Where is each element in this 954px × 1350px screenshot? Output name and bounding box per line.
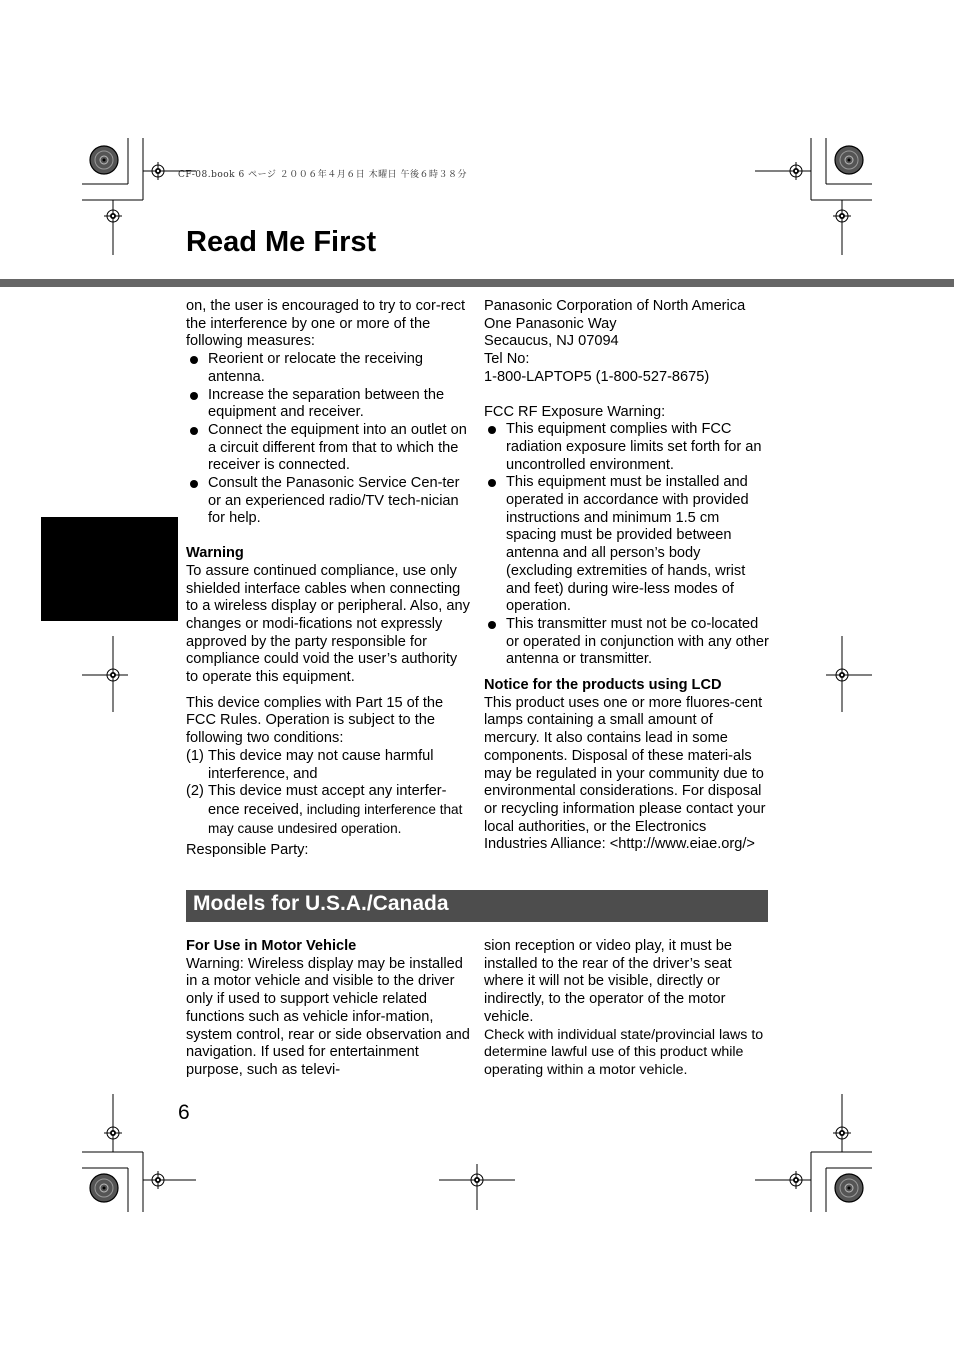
print-header: CF-08.book 6 ページ ２００６年４月６日 木曜日 午後６時３８分 [178, 170, 467, 180]
list-item: This equipment complies with FCC radiation exposure limits set forth for an uncontrolled environment. [484, 421, 769, 474]
conditions-list [186, 748, 472, 839]
motor-vehicle-laws-text: Check with individual state/provincial laws to determine lawful use of this product while operating within a motor vehicle. [484, 1026, 764, 1078]
list-item [186, 748, 472, 783]
phone-number: 1-800-LAPTOP5 (1-800-527-8675) [484, 368, 710, 385]
list-item: Increase the separation between the equipment and receiver. [186, 387, 472, 422]
lcd-text: This product uses one or more fluores-cent lamps containing a small amount of mercury. It also contains lead in some components. Disposal of these materi-als may be regulated in your community due to environmental considerations. For disposal or recycling information please contact your local authorities, or the Electronics Industries Alliance: <http://www.eiae.org/> [484, 694, 766, 853]
list-item: Consult the Panasonic Service Cen-ter or an experienced radio/TV tech-nician for help. [186, 475, 472, 528]
address-line: Secaucus, NJ 07094 [484, 333, 619, 350]
motor-vehicle-text: Warning: Wireless display may be installed in a motor vehicle and visible to the driver only if used to support vehicle related functions such as vehicle infor-mation, system control, rear or side observation and navigation. If used for entertainment purpose, such as televi- [186, 955, 470, 1078]
warning-heading: Warning [186, 545, 244, 562]
page-number: 6 [178, 1101, 190, 1124]
section-right-column [484, 938, 769, 1080]
motor-vehicle-heading: For Use in Motor Vehicle [186, 938, 357, 954]
address-line: One Panasonic Way [484, 315, 617, 332]
title-rule [0, 279, 954, 287]
left-column [186, 298, 472, 860]
list-item: Connect the equipment into an outlet on a circuit different from that to which the receiver is connected. [186, 422, 472, 475]
address-line: Panasonic Corporation of North America [484, 298, 746, 314]
responsible-party: Responsible Party: [186, 842, 309, 859]
condition-text: This device must accept any interfer-ence received, [208, 783, 447, 818]
warning-text: To assure continued compliance, use only shielded interface cables when connecting to a wireless display or peripheral. Also, any changes or modi-fications not expressly approved by the party responsible for compliance could void the user’s authority to operate this equipment. [186, 562, 470, 686]
section-banner: Models for U.S.A./Canada [186, 890, 768, 922]
condition-text-small: including interference that may cause undesired operation. [208, 801, 463, 836]
list-item [186, 783, 472, 838]
condition-number: (1) [186, 747, 204, 764]
part15-text: This device complies with Part 15 of the FCC Rules. Operation is subject to the following two conditions: [186, 694, 444, 747]
intro-text: on, the user is encouraged to try to cor-rect the interference by one or more of the following measures: [186, 298, 466, 350]
address-line: Tel No: [484, 351, 530, 368]
list-item: This transmitter must not be co-located or operated in conjunction with any other antenna or transmitter. [484, 616, 769, 669]
fcc-rf-heading: FCC RF Exposure Warning: [484, 403, 666, 420]
measures-list [186, 351, 472, 528]
list-item: This equipment must be installed and operated in accordance with provided instructions and minimum 1.5 cm spacing must be provided between antenna and all person’s body (excluding extremities of hands, wrist and feet) during wire-less modes of operation. [484, 474, 769, 616]
condition-text: This device may not cause harmful interference, and [208, 747, 434, 782]
page-title: Read Me First [186, 226, 377, 258]
fcc-rf-list [484, 421, 769, 669]
right-column [484, 298, 769, 854]
list-item: Reorient or relocate the receiving antenna. [186, 351, 472, 386]
lcd-heading: Notice for the products using LCD [484, 677, 722, 694]
section-left-column [186, 938, 472, 1080]
motor-vehicle-text-cont: sion reception or video play, it must be installed to the rear of the driver’s seat where it will not be visible, directly or indirectly, to the operator of the motor vehicle. [484, 938, 732, 1025]
condition-number: (2) [186, 783, 204, 800]
side-tab [41, 517, 178, 621]
